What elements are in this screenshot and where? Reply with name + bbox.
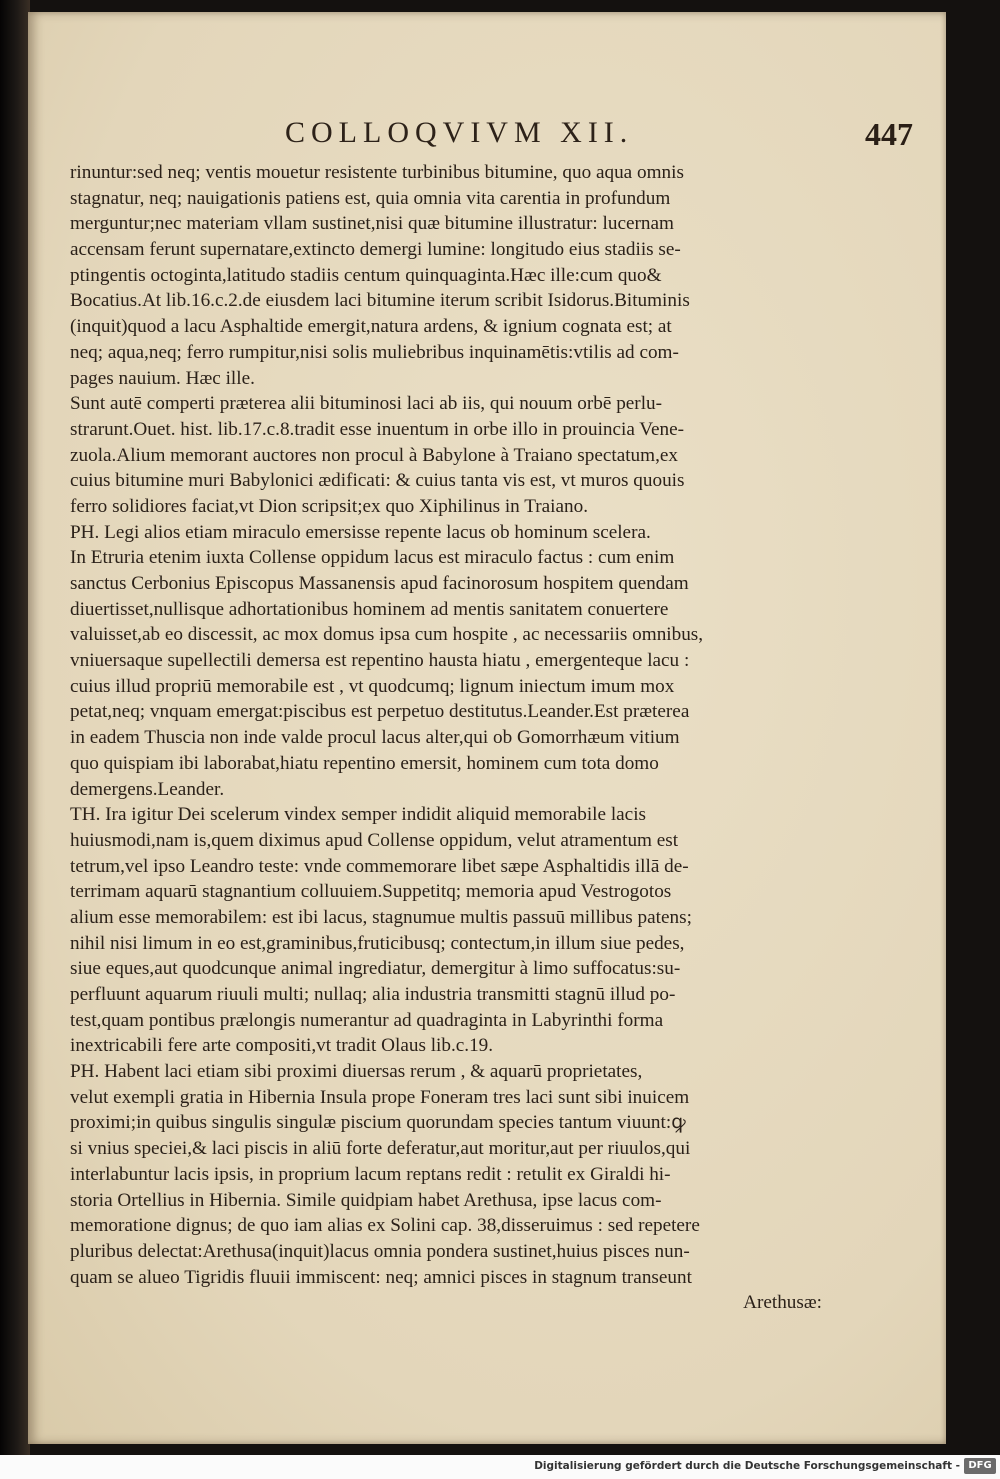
text-line: strarunt.Ouet. hist. lib.17.c.8.tradit esse inuentum in orbe illo in prouincia Vene-: [70, 418, 685, 440]
text-line: valuisset,ab eo discessit, ac mox domus ipsa cum hospite , ac necessariis omnibus,: [70, 624, 704, 646]
text-line: PH. Habent laci etiam sibi proximi diuersas rerum , & aquarū proprietates,: [70, 1061, 643, 1083]
text-line: In Etruria etenim iuxta Collense oppidum lacus est miraculo factus : cum enim: [70, 547, 675, 569]
text-line: inextricabili fere arte compositi,vt tradit Olaus lib.c.19.: [70, 1035, 494, 1057]
text-line: storia Ortellius in Hibernia. Simile quidpiam habet Arethusa, ipse lacus com-: [70, 1189, 662, 1211]
text-line: sanctus Cerbonius Episcopus Massanensis apud facinorosum hospitem quendam: [70, 573, 689, 594]
page-number: 447: [865, 116, 913, 152]
text-line: test,quam pontibus prælongis numerantur ad quadraginta in Labyrinthi forma: [70, 1009, 664, 1031]
text-line: accensam ferunt supernatare,extincto demergi lumine: longitudo eius stadiis se-: [70, 239, 681, 261]
text-line: merguntur;nec materiam vllam sustinet,nisi quæ bitumine illustratur: lucernam: [70, 213, 674, 235]
text-line: cuius illud propriū memorabile est , vt quodcumq; lignum iniectum imum mox: [70, 675, 675, 697]
text-line: stagnatur, neq; nauigationis patiens est, quia omnia vita carentia in profundum: [70, 187, 671, 209]
text-line: si vnius speciei,& laci piscis in aliū forte deferatur,aut moritur,aut per riuulos,qui: [70, 1138, 691, 1160]
text-line: (inquit)quod a lacu Asphaltide emergit,natura ardens, & ignium cognata est; at: [70, 316, 672, 338]
text-line: pages nauium. Hæc ille.: [70, 367, 255, 389]
footer-credit: Digitalisierung gefördert durch die Deutsche Forschungsgemeinschaft -: [534, 1460, 960, 1472]
text-line: proximi;in quibus singulis singulæ piscium quorundam species tantum viuunt:ꝙ: [70, 1112, 686, 1134]
text-line: memoratione dignus; de quo iam alias ex Solini cap. 38,disseruimus : sed repetere: [70, 1215, 700, 1237]
text-line: PH. Legi alios etiam miraculo emersisse repente lacus ob hominum scelera.: [70, 521, 651, 543]
text-line: huiusmodi,nam is,quem diximus apud Collense oppidum, velut atramentum est: [70, 829, 679, 851]
text-line: Sunt autē comperti præterea alii bituminosi laci ab iis, qui nouum orbē perlu-: [70, 393, 663, 415]
text-line: alium esse memorabilem: est ibi lacus, stagnumue multis passuū millibus patens;: [70, 906, 692, 928]
text-line: quo quispiam ibi laborabat,hiatu repentino emersit, hominem cum tota domo: [70, 752, 659, 774]
book-page: [28, 12, 946, 1444]
text-body: [70, 160, 822, 1316]
text-line: interlabuntur lacis ipsis, in proprium lacum reptans redit : retulit ex Giraldi hi-: [70, 1163, 671, 1185]
text-line: Bocatius.At lib.16.c.2.de eiusdem laci bitumine iterum scribit Isidorus.Bituminis: [70, 290, 690, 312]
text-line: demergens.Leander.: [70, 778, 225, 800]
text-line: siue eques,aut quodcunque animal ingrediatur, demergitur à limo suffocatus:su-: [70, 958, 681, 980]
text-line: neq; aqua,neq; ferro rumpitur,nisi solis muliebribus inquinamētis:vtilis ad com-: [70, 341, 679, 363]
text-line: tetrum,vel ipso Leandro teste: vnde commemorare libet sæpe Asphaltidis illā de-: [70, 855, 689, 877]
catchword: Arethusæ:: [743, 1292, 822, 1314]
text-line: cuius bitumine muri Babylonici ædificati: & cuius tanta vis est, vt muros quouis: [70, 470, 685, 492]
text-line: ferro solidiores faciat,vt Dion scripsit;ex quo Xiphilinus in Traiano.: [70, 495, 588, 517]
text-line: zuola.Alium memorant auctores non procul à Babylone à Traiano spectatum,ex: [70, 444, 678, 466]
text-line: diuertisset,nullisque adhortationibus hominem ad mentis sanitatem conuertere: [70, 598, 669, 620]
text-line: rinuntur:sed neq; ventis mouetur resistente turbinibus bitumine, quo aqua omnis: [70, 162, 684, 183]
text-line: vniuersaque supellectili demersa est repentino hausta hiatu , emergenteque lacu :: [70, 650, 690, 672]
text-line: nihil nisi limum in eo est,graminibus,fruticibusq; contectum,in illum siue pedes,: [70, 932, 685, 954]
text-line: pluribus delectat:Arethusa(inquit)lacus omnia pondera sustinet,huius pisces nun-: [70, 1240, 690, 1262]
text-line: quam se alueo Tigridis fluuii immiscent: neq; amnici pisces in stagnum transeunt: [70, 1266, 692, 1288]
text-line: terrimam aquarū stagnantium colluuiem.Suppetitq; memoria apud Vestrogotos: [70, 881, 672, 903]
text-line: perfluunt aquarum riuuli multi; nullaq; alia industria transmitti stagnū illud po-: [70, 984, 676, 1005]
footer-bar: [0, 1455, 1000, 1479]
text-line: TH. Ira igitur Dei scelerum vindex semper indidit aliquid memorabile lacis: [70, 804, 646, 826]
page-header-title: COLLOQVIVM XII.: [285, 116, 634, 149]
dfg-logo-icon: DFG: [964, 1458, 996, 1474]
text-line: petat,neq; vnquam emergat:piscibus est perpetuo destitutus.Leander.Est præterea: [70, 701, 690, 723]
text-line: ptingentis octoginta,latitudo stadiis centum quinquaginta.Hæc ille:cum quo&: [70, 264, 662, 286]
text-line: in eadem Thuscia non inde valde procul lacus alter,qui ob Gomorrhæum vitium: [70, 727, 680, 749]
text-line: velut exempli gratia in Hibernia Insula prope Foneram tres laci sunt sibi inuicem: [70, 1086, 690, 1108]
book-gutter: [0, 0, 30, 1455]
running-head: [68, 116, 916, 156]
